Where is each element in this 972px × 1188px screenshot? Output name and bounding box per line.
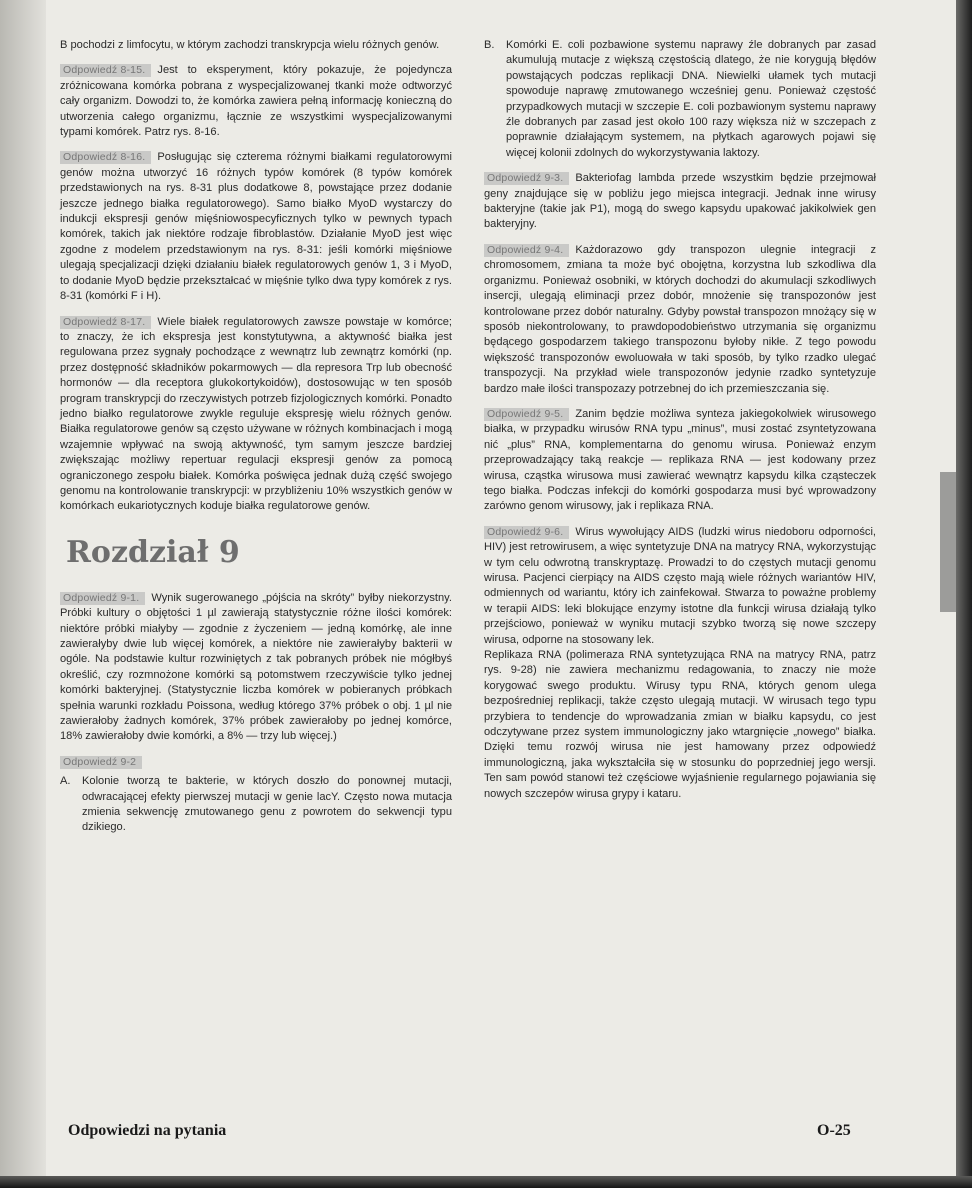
answer-label: Odpowiedź 8-15. <box>60 64 151 77</box>
answer-8-16 <box>60 150 452 304</box>
answer-label: Odpowiedź 9-2 <box>60 756 142 769</box>
answer-text: Każdorazowo gdy transpozon ulegnie integracji z chromosomem, zmiana ta może być obojętna, korzystna lub szkodliwa dla organizmu. Ponieważ osobniki, w których dochodzi do akumulacji szkodliwych insercji, ulegają eliminacji przez dobór, mnożenie się transpozonów jest kontrolowane przez dobór naturalny. Gdyby powstał transpozon mnożący się w sposób niekontrolowany, to prawdopodobieństwo utrzymania się organizmu będącego gospodarzem takiego transpozonu byłoby nikłe. Z tego powodu większość transpozonów ewoluowała w taki sposób, by tylko rzadko ulegać transpozycji. Na przykład wiele transpozonów jedynie rzadko syntetyzuje bardzo małe ilości transpozazy potrzebnej do ich przemieszczania się. <box>484 243 876 395</box>
answer-9-2-item-b <box>484 38 876 161</box>
answer-label: Odpowiedź 9-4. <box>484 244 569 257</box>
list-text: Kolonie tworzą te bakterie, w których doszło do ponownej mutacji, odwracającej efekty pierwszej mutacji w genie lacY. Często nowa mutacja zmienia sekwencję zmutowanego genu z powrotem do sekwencji typu dzikiego. <box>82 775 452 834</box>
answer-label: Odpowiedź 9-1. <box>60 592 145 605</box>
intro-paragraph: B pochodzi z limfocytu, w którym zachodzi transkrypcja wielu różnych genów. <box>60 39 440 51</box>
answer-9-4 <box>484 243 876 397</box>
answer-9-1 <box>60 591 452 745</box>
answer-text: Posługując się czterema różnymi białkami regulatorowymi genów można utworzyć 16 różnych typów komórek (8 typów komórek przedstawionych na rys. 8-31 plus dodatkowe 8, powstające przez dodanie jeszcze jednego białka regulatorowego). Samo białko MyoD wystarczy do indukcji ekspresji genów mięśniowospecyficznych tylko w pewnych typach komórek, takich jak niektóre rodzaje fibroblastów. Działanie MyoD jest więc zgodne z modelem przedstawionym na rys. 8-31: jeśli komórki mięśniowe ulegają specjalizacji dzięki działaniu białek regulatorowych genów 1, 3 i MyoD, to dodanie MyoD będzie przekształcać w mięśnie tylko dwa typy komórek z rys. 8-31 (komórki F i H). <box>60 151 452 303</box>
chapter-heading: Rozdział 9 <box>66 534 240 570</box>
running-footer: Odpowiedzi na pytania <box>68 1122 227 1139</box>
answer-9-6 <box>484 525 876 648</box>
thumb-index-tab <box>940 472 956 612</box>
list-text: Komórki E. coli pozbawione systemu naprawy źle dobranych par zasad akumulują mutacje z większą częstością dlatego, że nie korygują błędów powstających podczas replikacji DNA. Niewielki ułamek tych mutacji spowoduje naprawę zmutowanego wcześniej genu. Ponieważ częstość przypadkowych mutacji w szczepie E. coli pozbawionym systemu naprawy źle dobranych par zasad jest około 100 razy większa niż w szczepach z poprawnie działającym systemem, na płytkach agarowych pojawi się więcej kolonii zdolnych do wykorzystywania laktozy. <box>506 39 876 159</box>
page-left-shadow <box>0 0 46 1188</box>
answer-9-2-item-a <box>60 774 452 836</box>
answer-8-15 <box>60 63 452 140</box>
answer-text: Jest to eksperyment, który pokazuje, że pojedyncza zróżnicowana komórka pobrana z wyspecjalizowanej tkanki może odtworzyć cały organizm. Dowodzi to, że komórka zawiera pełną informację konieczną do utworzenia całego organizmu, łącznie ze wszystkimi wyspecjalizowanymi typami komórek. Patrz rys. 8-16. <box>60 64 452 139</box>
page-number: O-25 <box>817 1122 851 1139</box>
answer-label: Odpowiedź 9-5. <box>484 408 569 421</box>
list-letter: A. <box>60 775 71 788</box>
answer-9-6-continued: Replikaza RNA (polimeraza RNA syntetyzująca RNA na matrycy RNA, patrz rys. 9-28) nie zawiera mechanizmu redagowania, to znaczy nie może korygować swego produktu. Wirusy typu RNA, których genom ulega bezpośredniej replikacji, także często ulegają mutacji. W wirusach tego typu przybiera to tendencje do wprowadzania zmian w białku kapsydu, co jest odczytywane przez system immunologiczny jako wtargnięcie „nowego” białka. Dzięki temu rozwój wirusa nie jest hamowany przez odpowiedź immunologiczną, jaka wykształciła się w stosunku do poprzedniej jego wersji. Ten sam powód stanowi też częściowe wyjaśnienie regularnego pojawiania się nowych szczepów wirusa grypy i kataru. <box>484 649 876 800</box>
right-column <box>484 38 876 812</box>
page-right-edge <box>956 0 972 1188</box>
answer-9-3 <box>484 171 876 233</box>
answer-label: Odpowiedź 9-3. <box>484 172 569 185</box>
answer-text: Wynik sugerowanego „pójścia na skróty” byłby niekorzystny. Próbki kultury o objętości 1 µl zawierają statystycznie różne ilości komórek: niektóre próbki miałyby — zgodnie z życzeniem — jedną komórkę, ale inne zawierałyby dwie lub więcej komórek, a niektóre nie zawierałyby bakterii w ogóle. Na podstawie kultur rozwiniętych z tak pobranych próbek nie mógłbyś określić, czy rozmnożone komórki są potomstwem rzeczywiście tylko jednej komórki bakteryjnej. (Statystycznie liczba komórek w pobieranych próbkach spełnia warunki rozkładu Poissona, według którego 37% próbek o obj. 1 µl nie zawierałoby żadnych komórek, 37% próbek zawierałoby po jednej komórce, 18% zawierałoby dwie komórki, a 8% — trzy lub więcej.) <box>60 591 452 743</box>
answer-label: Odpowiedź 9-6. <box>484 526 569 539</box>
answer-label: Odpowiedź 8-17. <box>60 316 151 329</box>
answer-text: Wirus wywołujący AIDS (ludzki wirus niedoboru odporności, HIV) jest retrowirusem, a więc syntetyzuje DNA na matrycy RNA, wykorzystując w tym celu odwrotną transkryptazę. Prowadzi to do częstych mutacji genomu wirusa. Pacjenci cierpiący na AIDS często mają wiele różnych wariantów HIV, odmiennych od wariantu, który ich zainfekował. Stwarza to poważne problemy w terapii AIDS: leki blokujące enzymy istotne dla funkcji wirusa działają tylko przejściowo, ponieważ w wyniku mutacji szybko tworzą się nowe szczepy wirusa, odporne na stosowany lek. <box>484 525 876 646</box>
left-column <box>60 38 452 846</box>
list-letter: B. <box>484 39 495 51</box>
answer-text: Bakteriofag lambda przede wszystkim będzie przejmował geny znajdujące się w pobliżu jego miejsca integracji. Jednak inne wirusy bakteryjne (takie jak P1), mogą do swego kapsydu upakować jakikolwiek gen bakteryjny. <box>484 172 876 231</box>
answer-text: Zanim będzie możliwa synteza jakiegokolwiek wirusowego białka, w przypadku wirusów RNA typu „minus”, musi zostać zsyntetyzowana nić „plus” RNA, komplementarna do genomu wirusa. Ponieważ enzym przeprowadzający taką reakcje — replikaza RNA — jest kodowany przez wirusa, cząstka wirusowa musi zawierać wewnątrz kapsydu kilka cząsteczek tego białka. Podczas infekcji do komórki gospodarza musi być wprowadzony zarówno genom wirusowy, jak i replikaza RNA. <box>484 407 876 513</box>
page-bottom-edge <box>0 1176 972 1188</box>
answer-label: Odpowiedź 8-16. <box>60 151 151 164</box>
answer-9-5 <box>484 407 876 515</box>
answer-text: Wiele białek regulatorowych zawsze powstaje w komórce; to znaczy, że ich ekspresja jest konstytutywna, a aktywność białka jest regulowana przez sygnały pochodzące z wewnątrz lub zewnątrz komórki (np. przez dostępność składników pokarmowych — dla represora Trp lub obecność hormonów — dla receptora glukokortykoidów), dostosowując w ten sposób program transkrypcji do rzeczywistych potrzeb fizjologicznych komórki. Ponadto jedno białko regulatorowe zwykle reguluje ekspresję wielu różnych genów. Białka regulatorowe genów są często używane w różnych kombinacjach i mogą wzajemnie wpływać na swoją aktywność, tym samym jeszcze bardziej zwiększając możliwy repertuar regulacji ekspresji genów za pomocą ograniczonego zespołu białek. Komórka poświęca jednak dużą część swojego genomu na kontrolowanie transkrypcji: w przybliżeniu 10% wszystkich genów w komórkach eukariotycznych koduje białka regulatorowe genów. <box>60 315 452 513</box>
answer-8-17 <box>60 315 452 515</box>
answer-9-2-header <box>60 755 452 770</box>
